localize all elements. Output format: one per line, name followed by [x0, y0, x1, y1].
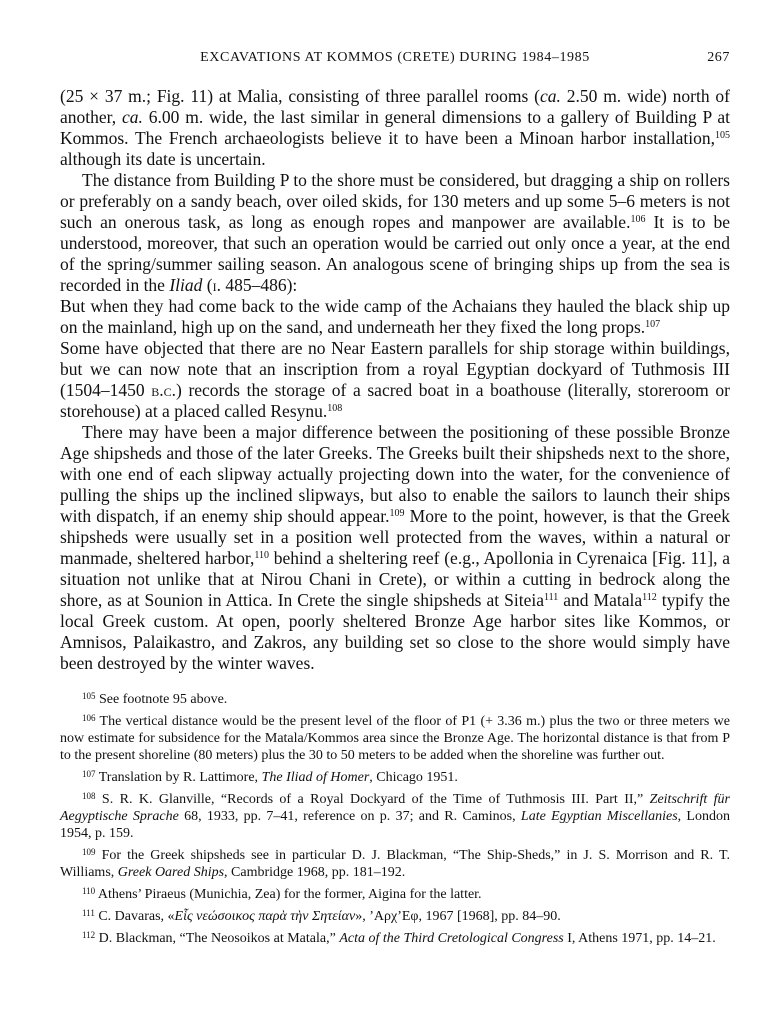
footnote-106: $^{106}$ The vertical distance would be the present level of the floor of P1 (+ 3.36 m.) plus the two or three meters we now estimate for subsidence for the Matala/Kommos area since the Bronze Age. The horizontal distance is that from P to the present shoreline (80 meters) plus the 30 to 50 meters to be added when the shoreline was further out. — [60, 713, 730, 763]
paragraph-3: Some have objected that there are no Near Eastern parallels for ship storage within buildings, but we can now note that an inscription from a royal Egyptian dockyard of Tuthmosis III (1504–1450 b.c.) records the storage of a sacred boat in a boathouse (literally, storeroom or storehouse) at a placed called Resynu.$^{108}$ — [60, 338, 730, 421]
paragraph-4: There may have been a major difference between the positioning of these possible Bronze Age shipsheds and those of the later Greeks. The Greeks built their shipsheds next to the shore, with one end of each slipway actually projecting down into the water, for the convenience of pulling the ships up the inclined slipways, but also to enable the sailors to launch their ships with dispatch, if an enemy ship should appear.$^{109}$ More to the point, however, is that the Greek shipsheds were usually set in a position well protected from the waves, within a natural or manmade, sheltered harbor,$^{110}$ behind a sheltering reef (e.g., Apollonia in Cyrenaica [Fig. 11], a situation not unlike that at Nirou Chani in Crete), or within a cutting in bedrock along the shore, as at Sounion in Attica. In Crete the single shipsheds at Siteia$^{111}$ and Matala$^{112}$ typify the local Greek custom. At open, poorly sheltered Bronze Age harbor sites like Kommos, or Amnisos, Palaikastro, and Zakros, any building set so close to the shore would simply have been destroyed by the winter waves. — [60, 422, 731, 673]
footnote-ref-109[interactable]: 109 — [389, 508, 405, 519]
running-header — [60, 40, 730, 76]
footnote-ref-108[interactable]: 108 — [327, 403, 343, 414]
paragraph-2: The distance from Building P to the shore must be considered, but dragging a ship on rollers or preferably on a sandy beach, over oiled skids, for 130 meters and up some 5–6 meters is not such an onerous task, as long as enough ropes and manpower are available.$^{106}$ It is to be understood, moreover, that such an operation would be carried out only once a year, at the end of the spring/summer sailing season. An analogous scene of bringing ships up from the sea is recorded in the Iliad (i. 485–486): — [60, 170, 730, 295]
footnote-112: $^{112}$ D. Blackman, “The Neosoikos at Matala,” Acta of the Third Cretological Congress I, Athens 1971, pp. 14–21. — [82, 930, 716, 946]
footnotes — [60, 688, 730, 947]
page-number: 267 — [707, 50, 730, 65]
footnote-ref-112[interactable]: 112 — [642, 592, 657, 603]
footnote-105: $^{105}$ See footnote 95 above. — [82, 691, 228, 707]
footnote-ref-111[interactable]: 111 — [544, 592, 559, 603]
footnote-110: $^{110}$ Athens’ Piraeus (Munichia, Zea) for the former, Aigina for the latter. — [82, 886, 482, 902]
footnote-109: $^{109}$ For the Greek shipsheds see in particular D. J. Blackman, “The Ship-Sheds,” in J. S. Morrison and R. T. Williams, Greek Oared Ships, Cambridge 1968, pp. 181–192. — [60, 847, 730, 880]
footnote-111: $^{111}$ C. Davaras, «Εἷς νεώσοικος παρὰ τὴν Σητείαν», ’Αρχ’Εφ, 1967 [1968], pp. 84–90. — [82, 908, 561, 924]
block-quote: But when they had come back to the wide camp of the Achaians they hauled the black ship up on the mainland, high up on the sand, and underneath her they fixed the long props.$^{107}$ — [60, 296, 730, 337]
running-title: EXCAVATIONS AT KOMMOS (CRETE) DURING 1984–1985 — [200, 50, 590, 65]
footnote-ref-106[interactable]: 106 — [630, 214, 646, 225]
footnote-ref-110[interactable]: 110 — [254, 550, 270, 561]
main-text — [60, 86, 730, 674]
paragraph-1: (25 × 37 m.; Fig. 11) at Malia, consisting of three parallel rooms (ca. 2.50 m. wide) north of another, ca. 6.00 m. wide, the last similar in general dimensions to a gallery of Building P at Kommos. The French archaeologists believe it to have been a Minoan harbor installation,$^{105}$ although its date is uncertain. — [60, 86, 730, 169]
footnote-107: $^{107}$ Translation by R. Lattimore, The Iliad of Homer, Chicago 1951. — [82, 769, 458, 785]
footnote-ref-105[interactable]: 105 — [715, 130, 730, 141]
footnote-ref-107[interactable]: 107 — [645, 319, 661, 330]
footnote-108: $^{108}$ S. R. K. Glanville, “Records of a Royal Dockyard of the Time of Tuthmosis III. Part II,” Zeitschrift für Aegyptische Sprache 68, 1933, pp. 7–41, reference on p. 37; and R. Caminos, Late Egyptian Miscellanies, London 1954, p. 159. — [60, 791, 730, 841]
